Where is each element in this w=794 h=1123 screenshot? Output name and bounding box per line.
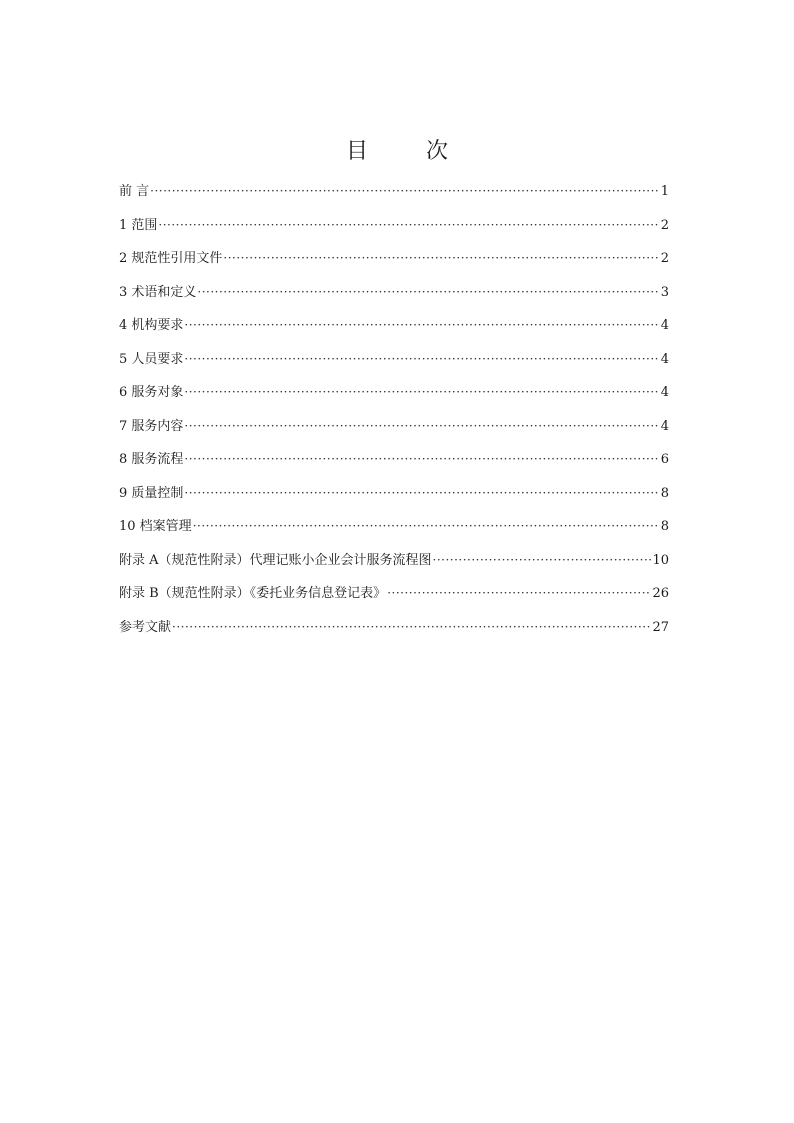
dot-leader [158,212,659,238]
toc-entry-archive-management[interactable] [119,513,669,547]
toc-entry-label: 1 范围 [119,217,158,233]
toc-entry-references[interactable] [119,614,669,648]
toc-list [119,178,669,647]
toc-entry-page: 26 [652,586,669,601]
toc-entry-label: 4 机构要求 [119,318,184,333]
toc-entry-normative-references[interactable] [119,245,669,279]
dot-leader [172,614,651,640]
toc-entry-label: 9 质量控制 [119,485,184,501]
toc-entry-service-content[interactable] [119,413,669,447]
toc-entry-label: 2 规范性引用文件 [119,251,223,266]
toc-entry-label: 8 服务流程 [119,452,184,467]
toc-entry-terms-definitions[interactable] [119,279,669,313]
toc-entry-appendix-a[interactable] [119,547,669,581]
toc-entry-page: 10 [652,552,669,568]
dot-leader [387,580,651,606]
toc-entry-page: 3 [660,284,669,300]
dot-leader [433,547,652,573]
toc-entry-quality-control[interactable] [119,480,669,514]
toc-entry-page: 6 [660,452,669,467]
toc-entry-label: 参考文献 [119,619,172,635]
dot-leader [184,346,659,372]
toc-entry-page: 4 [660,318,669,333]
toc-entry-appendix-b[interactable] [119,580,669,614]
dot-leader [150,178,660,204]
toc-title: 目 次 [345,139,466,164]
toc-entry-scope[interactable] [119,212,669,246]
toc-entry-organization-requirements[interactable] [119,312,669,346]
dot-leader [223,245,659,271]
dot-leader [184,379,659,405]
toc-entry-page: 1 [660,184,669,199]
toc-entry-service-process[interactable] [119,446,669,480]
dot-leader [197,279,659,305]
toc-entry-page: 2 [660,251,669,266]
toc-entry-label: 5 人员要求 [119,351,184,367]
dot-leader [184,413,659,439]
toc-entry-personnel-requirements[interactable] [119,346,669,380]
toc-entry-label: 前 言 [119,184,150,199]
toc-entry-label: 7 服务内容 [119,418,184,434]
toc-entry-label: 10 档案管理 [119,519,192,534]
toc-entry-page: 8 [660,485,669,501]
toc-entry-page: 8 [660,519,669,534]
toc-entry-page: 4 [660,385,669,400]
toc-entry-label: 3 术语和定义 [119,284,197,300]
toc-entry-page: 4 [660,351,669,367]
toc-entry-label: 附录 B（规范性附录）《委托业务信息登记表》 [119,586,387,601]
dot-leader [184,446,659,472]
dot-leader [184,480,659,506]
toc-entry-page: 27 [652,619,669,635]
toc-entry-label: 6 服务对象 [119,385,184,400]
dot-leader [193,513,660,539]
toc-entry-label: 附录 A（规范性附录）代理记账小企业会计服务流程图 [119,552,432,568]
toc-entry-page: 4 [660,418,669,434]
toc-entry-page: 2 [660,217,669,233]
toc-entry-service-objects[interactable] [119,379,669,413]
toc-entry-preface[interactable] [119,178,669,212]
dot-leader [184,312,659,338]
